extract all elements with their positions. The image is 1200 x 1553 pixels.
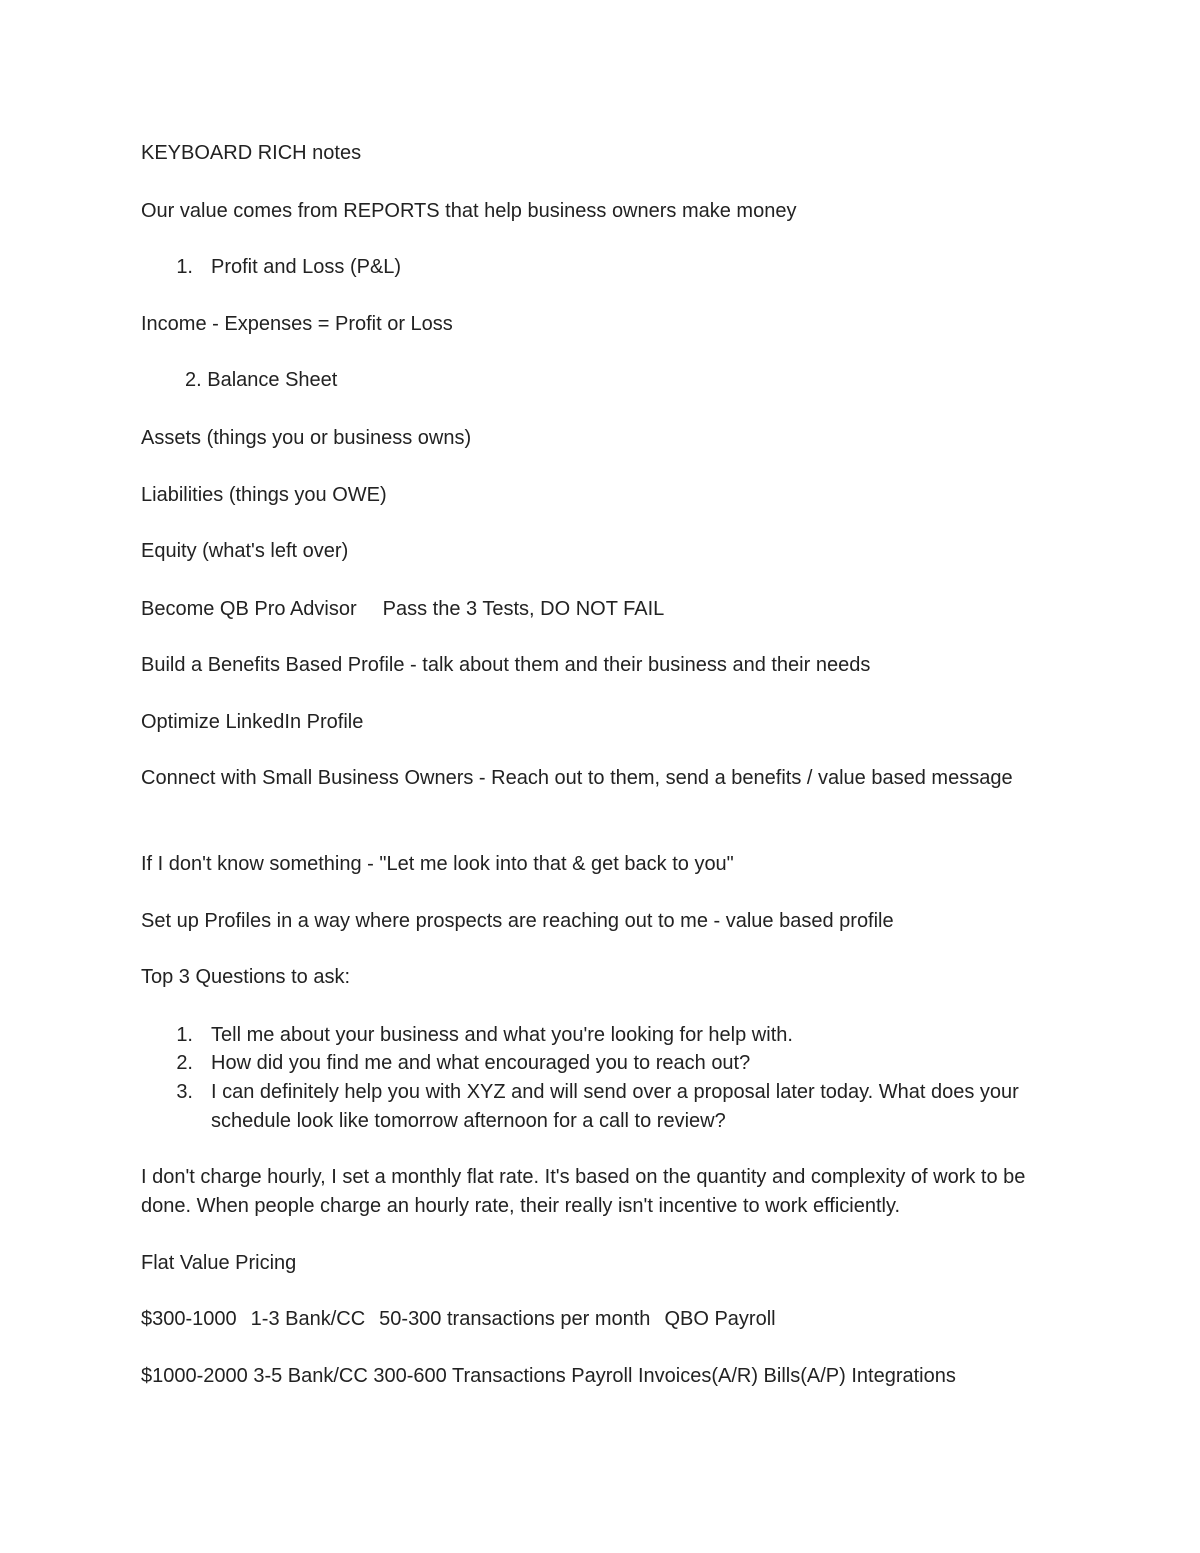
value-statement: Our value comes from REPORTS that help business owners make money [141,200,797,222]
question-item: I can definitely help you with XYZ and will send over a proposal later today. What does your schedule look like tomorrow afternoon for a call to review? [211,1081,1019,1132]
pricing-tier-1 [141,1305,1061,1334]
connect-paragraph: Connect with Small Business Owners - Reach out to them, send a benefits / value based message [141,767,1013,789]
tier1-transactions: 50-300 transactions per month [379,1308,651,1330]
list-number: 1. [176,1024,193,1046]
qb-pro-advisor-line [141,595,1061,624]
assets-line: Assets (things you or business owns) [141,427,472,449]
qb-pro-advisor-text: Become QB Pro Advisor [141,598,357,620]
pricing-tier-2: $1000-2000 3-5 Bank/CC 300-600 Transactions Payroll Invoices(A/R) Bills(A/P) Integrations [141,1365,956,1387]
report-item-pl: Profit and Loss (P&L) [211,256,402,278]
pl-formula: Income - Expenses = Profit or Loss [141,313,453,335]
liabilities-line: Liabilities (things you OWE) [141,484,387,506]
list-number: 2. [176,1052,193,1074]
document-title: KEYBOARD RICH notes [141,142,362,164]
question-item: Tell me about your business and what you're looking for help with. [211,1024,793,1046]
tier1-price: $300-1000 [141,1308,237,1330]
linkedin-line: Optimize LinkedIn Profile [141,711,364,733]
flat-pricing-heading: Flat Value Pricing [141,1252,297,1274]
dont-know-line: If I don't know something - "Let me look into that & get back to you" [141,853,734,875]
setup-profiles-line: Set up Profiles in a way where prospects are reaching out to me - value based profile [141,910,894,932]
list-number: 3. [176,1081,193,1103]
list-number: 1. [176,256,193,278]
hourly-paragraph: I don't charge hourly, I set a monthly flat rate. It's based on the quantity and complexity of work to be done. When people charge an hourly rate, their really isn't incentive to work efficiently. [141,1166,1026,1217]
equity-line: Equity (what's left over) [141,540,349,562]
tier1-extra: QBO Payroll [664,1308,776,1330]
tier1-accounts: 1-3 Bank/CC [250,1308,366,1330]
benefits-profile-line: Build a Benefits Based Profile - talk about them and their business and their needs [141,654,871,676]
top3-heading: Top 3 Questions to ask: [141,966,351,988]
report-item-balance-sheet: 2. Balance Sheet [185,369,338,391]
pass-tests-text: Pass the 3 Tests, DO NOT FAIL [382,598,665,620]
question-item: How did you find me and what encouraged you to reach out? [211,1052,751,1074]
